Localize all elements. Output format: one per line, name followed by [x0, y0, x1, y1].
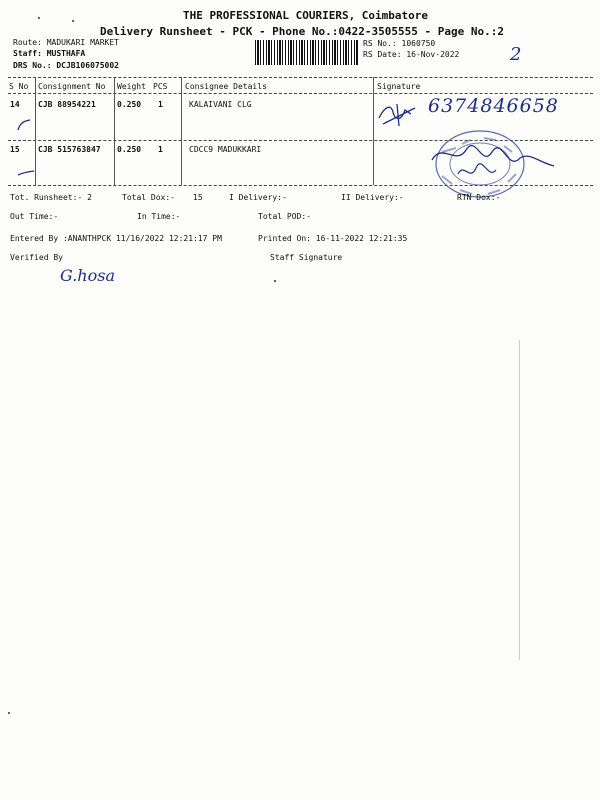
- row-sno: 15: [10, 145, 20, 154]
- staff-signature-label: Staff Signature: [270, 253, 343, 262]
- row-consignment: CJB 515763847: [38, 145, 101, 154]
- row-consignee: KALAIVANI CLG: [189, 100, 252, 109]
- row-weight: 0.250: [117, 100, 142, 109]
- total-dox-value: 15: [193, 193, 203, 202]
- column-divider: [373, 77, 374, 185]
- column-divider: [114, 77, 115, 185]
- handwritten-page-number: 2: [510, 44, 522, 65]
- row-pcs: 1: [158, 145, 163, 154]
- verified-by-label: Verified By: [10, 253, 63, 262]
- row-weight: 0.250: [117, 145, 142, 154]
- col-header-sno: S No: [9, 82, 29, 91]
- out-time-label: Out Time:-: [10, 212, 59, 221]
- barcode: [255, 40, 359, 65]
- route-label: Route: MADUKARI MARKET: [13, 38, 119, 47]
- table-header-rule: [8, 93, 593, 94]
- i-delivery-label: I Delivery:-: [229, 193, 287, 202]
- rs-date: RS Date: 16-Nov-2022: [363, 50, 460, 59]
- staff-label: Staff: MUSTHAFA: [13, 49, 86, 58]
- column-divider: [181, 77, 182, 185]
- verified-signature: G.hosa: [60, 266, 115, 285]
- scan-edge-line: [519, 340, 520, 660]
- col-header-consignee: Consignee Details: [185, 82, 267, 91]
- scan-speck: [72, 20, 74, 22]
- ii-delivery-label: II Delivery:-: [341, 193, 404, 202]
- col-header-signature: Signature: [377, 82, 421, 91]
- in-time-label: In Time:-: [137, 212, 181, 221]
- pen-tick-mark: [14, 163, 40, 179]
- rs-number: RS No.: 1060750: [363, 39, 436, 48]
- printed-on: Printed On: 16-11-2022 12:21:35: [258, 234, 408, 243]
- scan-speck: [274, 280, 276, 282]
- col-header-pcs: PCS: [153, 82, 168, 91]
- runsheet-title: Delivery Runsheet - PCK - Phone No.:0422-3505555 - Page No.:2: [100, 25, 504, 38]
- row-consignment: CJB 88954221: [38, 100, 96, 109]
- total-pod-label: Total POD:-: [258, 212, 311, 221]
- company-title: THE PROFESSIONAL COURIERS, Coimbatore: [183, 9, 429, 22]
- total-dox-label: Total Dox:-: [122, 193, 175, 202]
- scan-speck: [8, 712, 10, 714]
- row-consignee: CDCC9 MADUKKARI: [189, 145, 262, 154]
- drs-number: DRS No.: DCJB106075002: [13, 61, 119, 70]
- entered-by: Entered By :ANANTHPCK 11/16/2022 12:21:17 PM: [10, 234, 222, 243]
- total-runsheet: Tot. Runsheet:- 2: [10, 193, 92, 202]
- table-top-rule: [8, 77, 593, 78]
- col-header-weight: Weight: [117, 82, 146, 91]
- scan-speck: [38, 17, 40, 19]
- row-pcs: 1: [158, 100, 163, 109]
- rtn-dox-label: RTN Dox:-: [457, 193, 501, 202]
- pen-tick-mark: [14, 115, 38, 133]
- handwritten-phone: 6374846658: [428, 95, 559, 117]
- col-header-consignment: Consignment No: [38, 82, 106, 91]
- row-sno: 14: [10, 100, 20, 109]
